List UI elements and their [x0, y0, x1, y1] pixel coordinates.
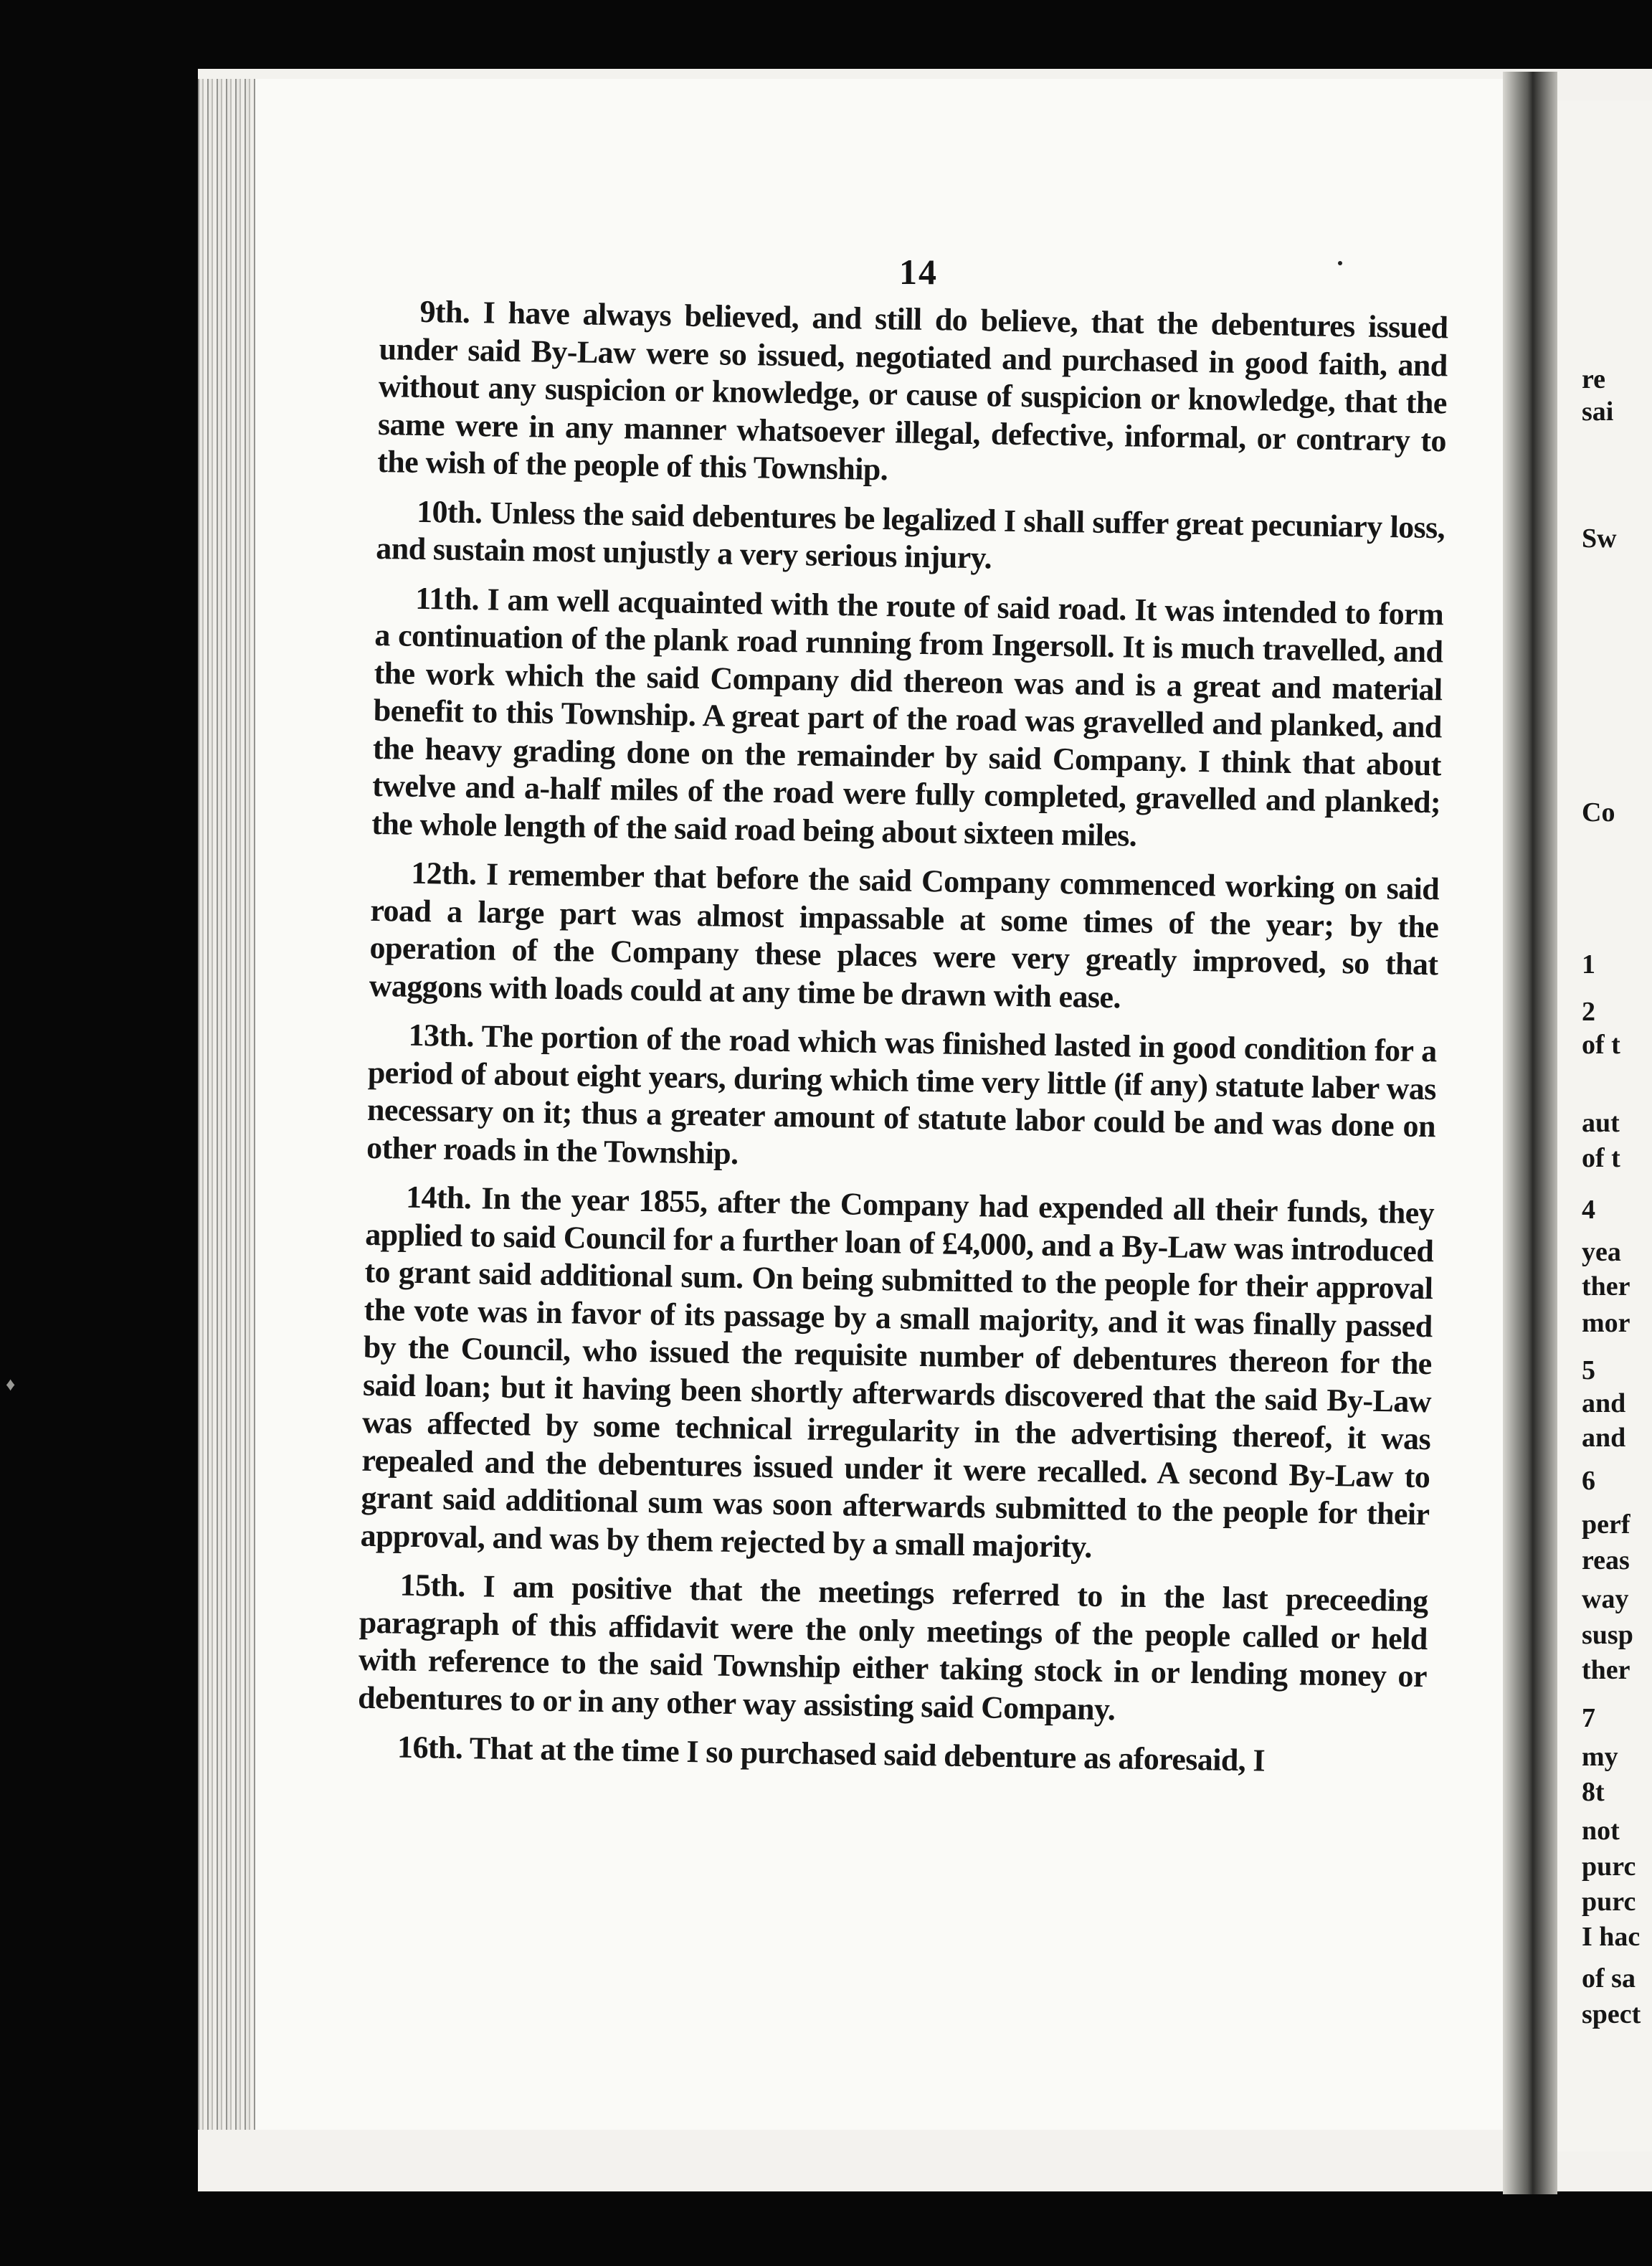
facing-page-fragment: of sa — [1582, 1963, 1636, 1994]
facing-page-fragment: reas — [1582, 1545, 1630, 1575]
facing-page-fragment: aut — [1582, 1108, 1620, 1138]
paragraph-9th: 9th. I have always believed, and still do believe, that the debentures issued under said By-Law were so issued, negotiated and purchased in good faith, and without any suspicion or knowledge, or cause of suspicion or knowledge, that the same were in any manner whatsoever illegal, defective, informal, or contrary to the wish of the people of this Township. — [376, 293, 1448, 488]
page-number: 14 — [899, 252, 938, 292]
facing-page-fragment: 5 — [1582, 1355, 1595, 1385]
scan-speck: ♦ — [6, 1374, 16, 1395]
facing-page-fragment: re — [1582, 364, 1606, 394]
facing-page-fragment: of t — [1582, 1143, 1620, 1173]
facing-page-fragment: of t — [1582, 1030, 1620, 1060]
paragraph-16th: 16th. That at the time I so purchased said debenture as aforesaid, I — [397, 1729, 1266, 1778]
paragraph-12th: 12th. I remember that before the said Company commenced working on said road a large part was almost impassable at some times of the year; by the operation of the Company these places were very greatly improved, so that waggons with loads could at any time be drawn with ease. — [369, 855, 1440, 1015]
facing-page-fragment: mor — [1582, 1308, 1630, 1338]
book-gutter — [1503, 72, 1557, 2194]
facing-page-fragment: spect — [1582, 1999, 1641, 2029]
facing-page-fragment: sai — [1582, 397, 1614, 427]
print-speck — [1338, 261, 1342, 265]
paragraph-15th: 15th. I am positive that the meetings referred to in the last preceeding paragraph of this affidavit were the only meetings of the people called or held with reference to the said Township either taking stock in or lending money or debentures to or in any other way assisting said Company. — [357, 1567, 1428, 1727]
facing-page-fragment: 6 — [1582, 1466, 1595, 1496]
facing-page-fragment: 8t — [1582, 1777, 1605, 1807]
facing-page-fragment: susp — [1582, 1620, 1633, 1650]
facing-page-fragment: yea — [1582, 1237, 1621, 1267]
facing-page-fragment: ther — [1582, 1271, 1630, 1302]
facing-page-fragment: ther — [1582, 1655, 1630, 1685]
paragraph-14th: 14th. In the year 1855, after the Company had expended all their funds, they applied to said Council for a further loan of £4,000, and a By-Law was introduced to grant said additional sum. On being submitted to the people for their approval the vote was in favor of its passage by a small majority, and it was finally passed by the Council, who issued the requisite number of debentures thereon for the said loan; but it having been shortly afterwards discovered that the said By-Law was affected by some technical irregularity in the advertising thereof, it was repealed and the debentures issued under it were recalled. A second By-Law to grant said additional sum was soon afterwards submitted to the people for their approval, and was by them rejected by a small majority. — [360, 1179, 1435, 1565]
facing-page-fragment: purc — [1582, 1852, 1636, 1882]
page-body — [357, 293, 1448, 1783]
paragraph-11th: 11th. I am well acquainted with the route of said road. It was intended to form a continuation of the plank road running from Ingersoll. It is much travelled, and the work which the said Company did thereon was and is a great and material benefit to this Township. A great part of the road was gravelled and planked, and the heavy grading done on the remainder by said Company. I think that about twelve and a-half miles of the road were fully completed, gravelled and planked; the whole length of the said road being about sixteen miles. — [371, 580, 1444, 853]
facing-page-fragment: Sw — [1582, 523, 1617, 554]
facing-page-fragment: not — [1582, 1816, 1620, 1846]
facing-page-fragment: perf — [1582, 1509, 1630, 1540]
facing-page-fragment: and — [1582, 1388, 1626, 1418]
facing-page-fragment: 4 — [1582, 1195, 1595, 1225]
facing-page-fragment: 7 — [1582, 1703, 1595, 1733]
facing-page-fragment: Co — [1582, 797, 1615, 828]
facing-page-fragment: my — [1582, 1742, 1618, 1772]
page-edges — [198, 79, 255, 2130]
paragraph-13th: 13th. The portion of the road which was finished lasted in good condition for a period of about eight years, during which time very little (if any) statute laber was necessary on it; thus a greater amount of statute labor could be and was done on other roads in the Township. — [366, 1017, 1437, 1171]
facing-page-fragment: I hac — [1582, 1922, 1641, 1952]
facing-page-fragment: way — [1582, 1584, 1629, 1614]
facing-page-fragment: 2 — [1582, 997, 1595, 1027]
facing-page-fragment: purc — [1582, 1887, 1636, 1917]
paragraph-10th: 10th. Unless the said debentures be legalized I shall suffer great pecuniary loss, and sustain most unjustly a very serious injury. — [376, 493, 1446, 576]
facing-page-fragment: and — [1582, 1423, 1626, 1453]
facing-page-fragment: 1 — [1582, 949, 1595, 980]
